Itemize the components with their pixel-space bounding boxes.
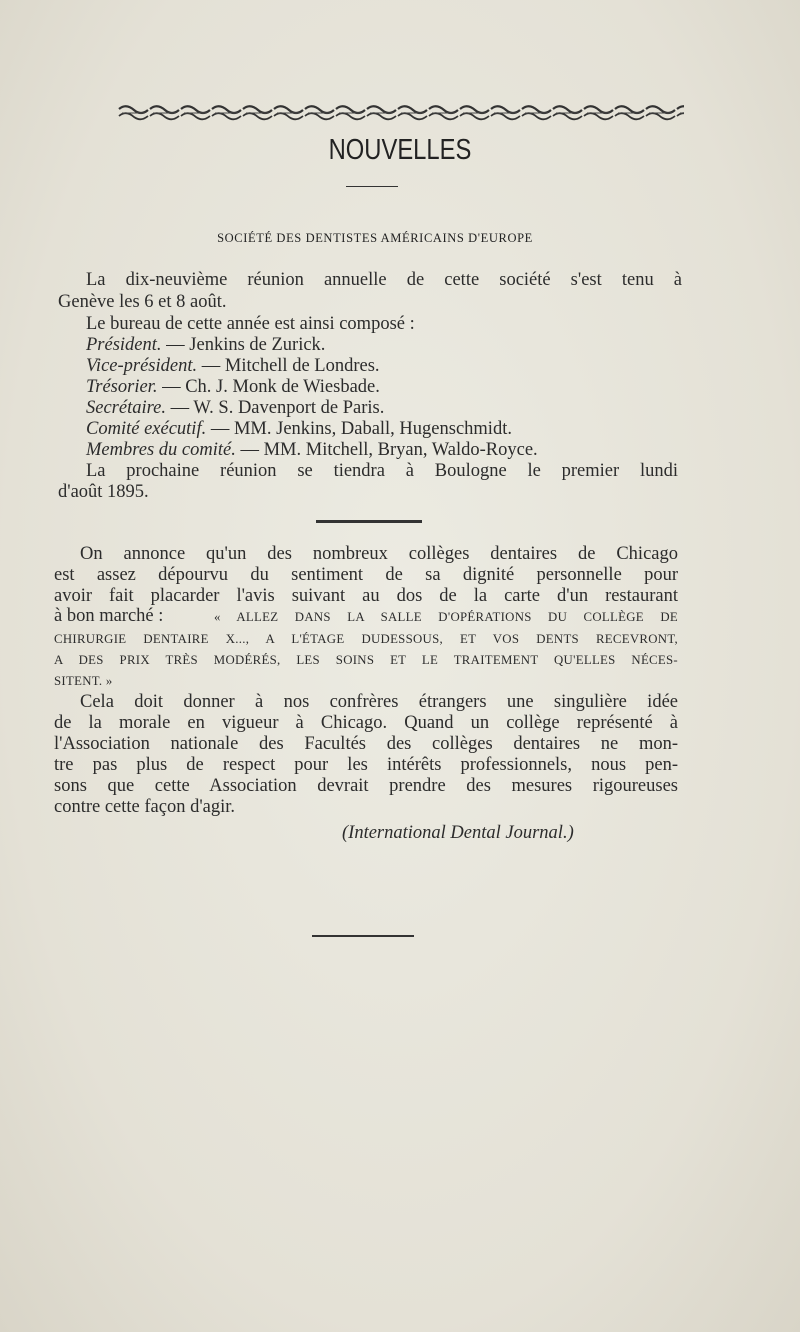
section-divider [316, 520, 422, 523]
member-value: MM. Mitchell, Bryan, Waldo-Royce. [263, 440, 538, 460]
member-sep: — [157, 377, 186, 397]
next-meeting-line-1: La prochaine réunion se tiendra à Boulogne le premier lundi [86, 461, 678, 481]
intro-line-1: La dix-neuvième réunion annuelle de cette société s'est tenu à [86, 270, 682, 290]
member-sep: — [165, 398, 194, 418]
member-role: Membres du comité. [86, 440, 236, 460]
member-role: Comité exécutif. [86, 419, 207, 439]
member-value: Mitchell de Londres. [224, 356, 380, 376]
title-divider [346, 186, 398, 187]
member-row [86, 356, 380, 377]
member-sep: — [197, 356, 225, 376]
section-heading: SOCIÉTÉ DES DENTISTES AMÉRICAINS D'EUROPE [217, 231, 533, 245]
source-citation: (International Dental Journal.) [342, 823, 574, 843]
paragraph-line: à bon marché : [54, 606, 164, 626]
member-value: Ch. J. Monk de Wiesbade. [185, 377, 380, 397]
end-divider [312, 935, 414, 937]
page-title: NOUVELLES [328, 134, 472, 166]
member-row [86, 419, 512, 440]
paragraph-line: tre pas plus de respect pour les intérêts professionnels, nous pen- [54, 755, 678, 775]
intro-line-2: Genève les 6 et 8 août. [58, 292, 227, 312]
quote-line: CHIRURGIE DENTAIRE X..., A L'ÉTAGE DUDESSOUS, ET VOS DENTS RECEVRONT, [54, 632, 678, 646]
member-value: MM. Jenkins, Daball, Hugenschmidt. [233, 419, 512, 439]
next-meeting-line-2: d'août 1895. [58, 482, 149, 502]
member-role: Trésorier. [86, 377, 158, 397]
quote-line: A DES PRIX TRÈS MODÉRÉS, LES SOINS ET LE TRAITEMENT QU'ELLES NÉCES- [54, 653, 678, 667]
ornament-band [118, 104, 684, 122]
member-sep: — [235, 440, 264, 460]
quote-line: « ALLEZ DANS LA SALLE D'OPÉRATIONS DU COLLÈGE DE [214, 610, 678, 624]
paragraph-line: avoir fait placarder l'avis suivant au dos de la carte d'un restaurant [54, 586, 678, 606]
member-role: Vice-président. [86, 356, 198, 376]
member-row [86, 377, 380, 398]
paragraph-line: sons que cette Association devrait prendre des mesures rigoureuses [54, 776, 678, 796]
member-role: Président. [86, 335, 162, 355]
member-row [86, 398, 384, 419]
member-row [86, 335, 325, 356]
bureau-line: Le bureau de cette année est ainsi composé : [86, 314, 415, 334]
member-role: Secrétaire. [86, 398, 166, 418]
paragraph-line: l'Association nationale des Facultés des collèges dentaires ne mon- [54, 734, 678, 754]
member-value: Jenkins de Zurick. [189, 335, 326, 355]
paragraph-line: On annonce qu'un des nombreux collèges dentaires de Chicago [80, 544, 678, 564]
member-row [86, 440, 538, 461]
paragraph-line: contre cette façon d'agir. [54, 797, 236, 817]
paragraph-line: est assez dépourvu du sentiment de sa dignité personnelle pour [54, 565, 678, 585]
member-sep: — [206, 419, 234, 439]
quote-line: SITENT. » [54, 674, 113, 688]
member-value: W. S. Davenport de Paris. [193, 398, 385, 418]
member-sep: — [161, 335, 190, 355]
paragraph-line: Cela doit donner à nos confrères étrangers une singulière idée [80, 692, 678, 712]
paragraph-line: de la morale en vigueur à Chicago. Quand un collège représenté à [54, 713, 678, 733]
